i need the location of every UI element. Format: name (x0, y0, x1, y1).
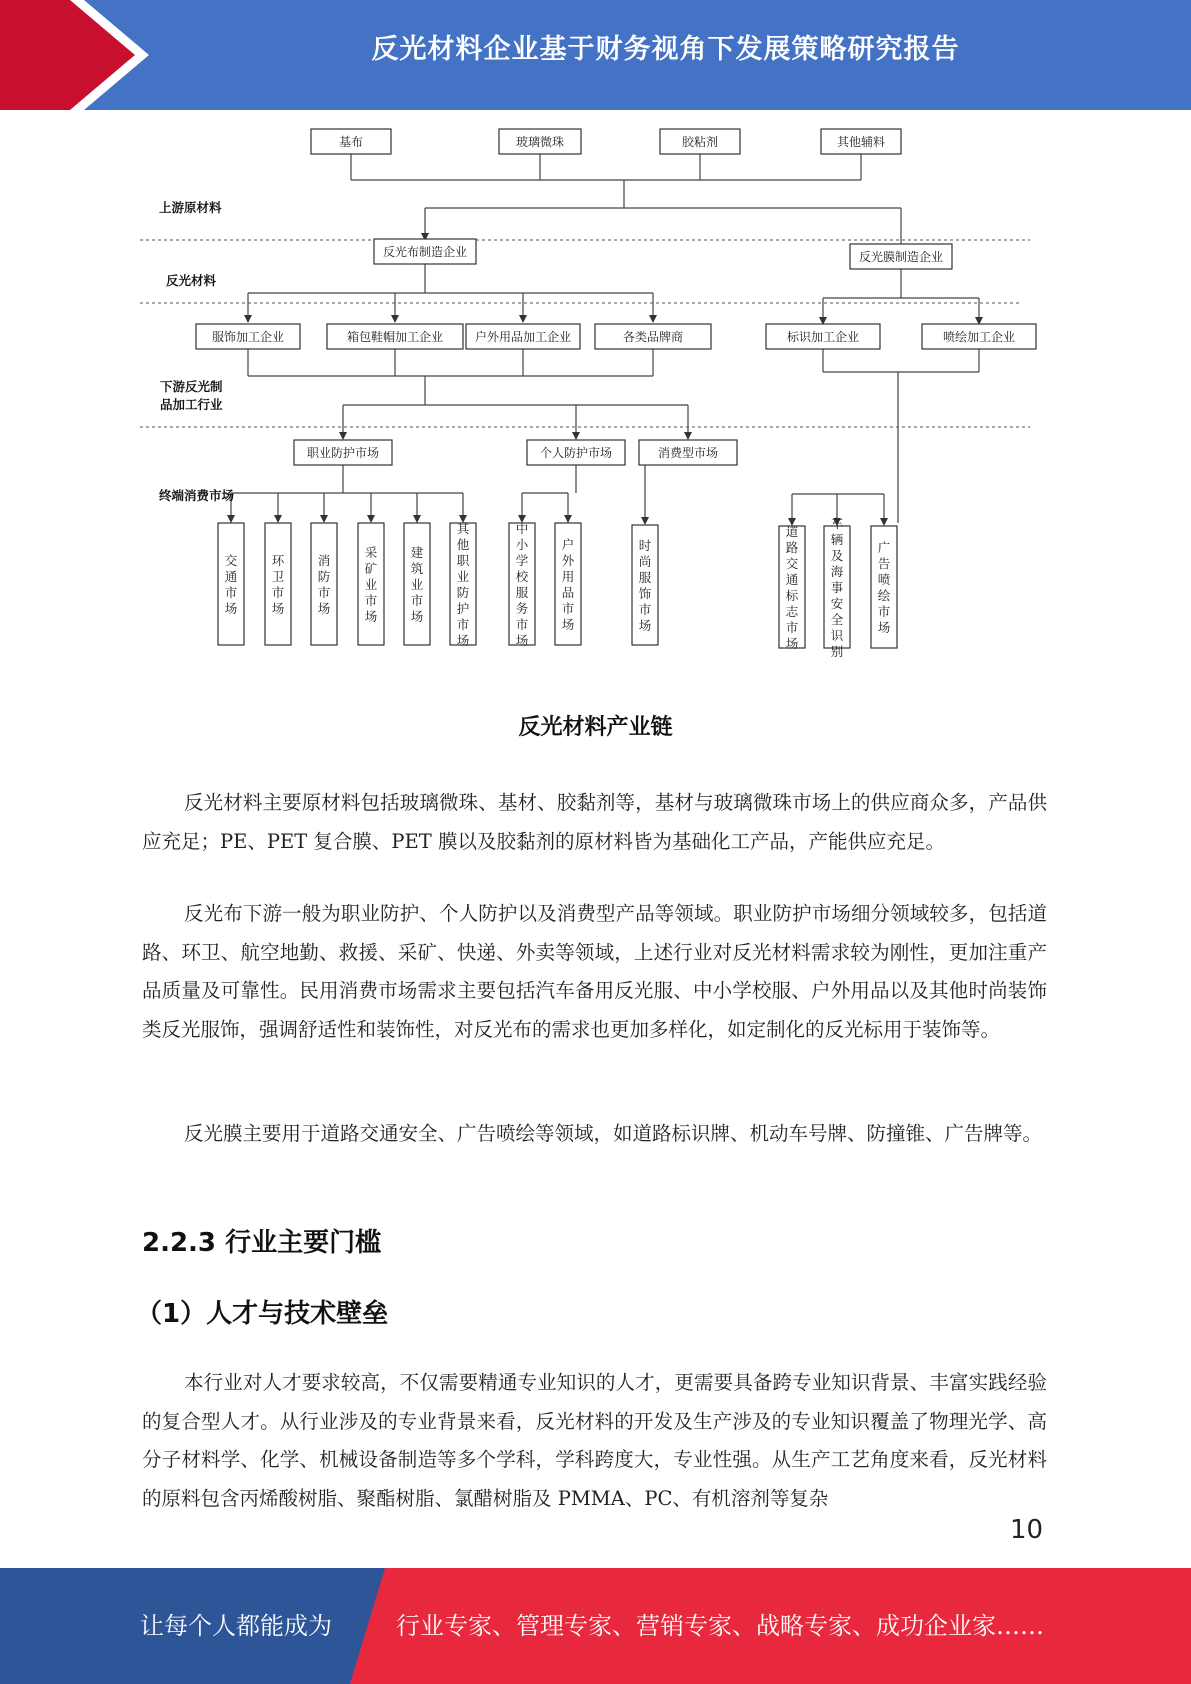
paragraph-reflective-film: 反光膜主要用于道路交通安全、广告喷绘等领域，如道路标识牌、机动车号牌、防撞锥、广告牌等。 (184, 1122, 1043, 1145)
svg-text:尚: 尚 (638, 554, 652, 569)
svg-text:职业防护市场: 职业防护市场 (306, 446, 380, 460)
footer-slogan-right: 行业专家、管理专家、营销专家、战略专家、成功企业家…… (396, 1612, 1044, 1640)
svg-text:市: 市 (317, 585, 331, 600)
svg-text:场: 场 (561, 617, 575, 632)
raw-material-box (311, 129, 391, 154)
page-header (0, 0, 1191, 110)
svg-text:市: 市 (877, 604, 891, 619)
segment-box (555, 523, 581, 645)
svg-text:安: 安 (830, 596, 844, 611)
page-number: 10 (1010, 1515, 1044, 1545)
market-box (639, 440, 737, 465)
layer-label-downstream-cont: 品加工行业 (160, 397, 223, 412)
svg-text:市: 市 (456, 617, 470, 632)
diagram-caption: 反光材料产业链 (518, 715, 673, 740)
svg-text:及: 及 (830, 548, 844, 563)
segment-box (871, 526, 897, 648)
svg-text:他: 他 (456, 537, 470, 552)
svg-text:场: 场 (224, 601, 238, 616)
svg-text:校: 校 (515, 569, 529, 584)
svg-text:胶粘剂: 胶粘剂 (681, 135, 719, 149)
market-box (527, 440, 625, 465)
layer-label-upstream: 上游原材料 (159, 200, 222, 215)
svg-text:服饰加工企业: 服饰加工企业 (211, 330, 285, 344)
processor-box (766, 324, 880, 349)
svg-text:外: 外 (561, 553, 575, 568)
svg-text:全: 全 (830, 612, 844, 627)
svg-text:标识加工企业: 标识加工企业 (786, 330, 860, 344)
svg-text:户: 户 (561, 537, 575, 552)
page-footer (0, 1568, 1191, 1684)
segment-box (632, 525, 658, 645)
processor-box (595, 324, 711, 349)
svg-text:别: 别 (830, 644, 844, 659)
svg-text:市: 市 (410, 593, 424, 608)
svg-text:场: 场 (410, 609, 424, 624)
svg-text:场: 场 (638, 618, 652, 633)
svg-text:场: 场 (456, 633, 470, 648)
svg-text:识: 识 (830, 628, 844, 643)
svg-text:车: 车 (830, 516, 844, 531)
svg-text:环: 环 (271, 553, 285, 568)
svg-text:筑: 筑 (410, 561, 424, 576)
svg-text:辆: 辆 (830, 532, 844, 547)
svg-text:路: 路 (785, 540, 799, 555)
svg-text:职: 职 (456, 553, 470, 568)
segment-box (358, 523, 384, 645)
svg-text:服: 服 (638, 570, 652, 585)
svg-text:场: 场 (515, 633, 529, 648)
footer-slogan-left: 让每个人都能成为 (140, 1612, 332, 1640)
market-box (294, 440, 392, 465)
layer-label-downstream: 下游反光制 (160, 379, 223, 394)
svg-text:场: 场 (785, 636, 799, 651)
paragraph-raw-materials: 反光材料主要原材料包括玻璃微珠、基材、胶黏剂等，基材与玻璃微珠市场上的供应商众多，产品供应充足；PE、PET 复合膜、PET 膜以及胶黏剂的原材料皆为基础化工产品，产能供应充足。 (142, 791, 1047, 853)
svg-text:场: 场 (364, 609, 378, 624)
svg-text:学: 学 (515, 553, 529, 568)
processor-box (327, 324, 463, 349)
svg-text:喷绘加工企业: 喷绘加工企业 (942, 330, 1016, 344)
svg-text:用: 用 (561, 569, 575, 584)
processor-box (196, 324, 300, 349)
svg-text:市: 市 (785, 620, 799, 635)
svg-text:业: 业 (364, 577, 378, 592)
svg-text:矿: 矿 (364, 561, 378, 576)
svg-text:玻璃微珠: 玻璃微珠 (515, 135, 565, 149)
svg-text:道: 道 (785, 524, 799, 539)
raw-material-box (821, 129, 901, 154)
header-chevron-icon (0, 0, 160, 110)
processor-box (922, 324, 1036, 349)
svg-text:户外用品加工企业: 户外用品加工企业 (474, 330, 572, 344)
svg-text:市: 市 (515, 617, 529, 632)
svg-text:基布: 基布 (338, 135, 364, 149)
svg-text:各类品牌商: 各类品牌商 (622, 330, 684, 344)
svg-text:反光膜制造企业: 反光膜制造企业 (858, 250, 944, 264)
segment-box (824, 516, 850, 659)
svg-text:广: 广 (877, 540, 891, 555)
svg-text:交: 交 (224, 553, 238, 568)
svg-text:卫: 卫 (271, 569, 285, 584)
svg-text:事: 事 (830, 580, 844, 595)
svg-text:其: 其 (456, 521, 470, 536)
svg-text:市: 市 (638, 602, 652, 617)
svg-text:时: 时 (638, 538, 652, 553)
svg-text:其他辅料: 其他辅料 (836, 135, 886, 149)
segment-box (779, 524, 805, 651)
paragraph-reflective-fabric: 反光布下游一般为职业防护、个人防护以及消费型产品等领域。职业防护市场细分领域较多，包括道路、环卫、航空地勤、救援、采矿、快递、外卖等领域，上述行业对反光材料需求较为刚性，更加注重产品质量及可靠性。民用消费市场需求主要包括汽车备用反光服、中小学校服、户外用品以及其他时尚装饰类反光服饰，强调舒适性和装饰性，对反光布的需求也更加多样化，如定制化的反光标用于装饰等。 (142, 902, 1047, 1041)
svg-text:志: 志 (785, 604, 799, 619)
segment-box (218, 523, 244, 645)
svg-text:市: 市 (364, 593, 378, 608)
report-title: 反光材料企业基于财务视角下发展策略研究报告 (371, 34, 960, 65)
raw-material-box (499, 129, 581, 154)
svg-text:标: 标 (785, 588, 799, 603)
svg-text:护: 护 (456, 601, 470, 616)
paragraph-talent-barrier: 本行业对人才要求较高，不仅需要精通专业知识的人才，更需要具备跨专业知识背景、丰富实践经验的复合型人才。从行业涉及的专业背景来看，反光材料的开发及生产涉及的专业知识覆盖了物理光学、高分子材料学、化学、机械设备制造等多个学科，学科跨度大，专业性强。从生产工艺角度来看，反光材料的原料包含丙烯酸树脂、聚酯树脂、氯醋树脂及 PMMA、PC、有机溶剂等复杂 (142, 1371, 1047, 1510)
svg-text:饰: 饰 (638, 586, 652, 601)
svg-text:小: 小 (515, 537, 529, 552)
svg-text:个人防护市场: 个人防护市场 (539, 446, 613, 460)
svg-text:市: 市 (271, 585, 285, 600)
svg-text:通: 通 (224, 569, 238, 584)
segment-box (311, 523, 337, 645)
segment-box (404, 523, 430, 645)
svg-text:通: 通 (785, 572, 799, 587)
svg-text:场: 场 (317, 601, 331, 616)
industry-chain-diagram (140, 128, 1040, 698)
layer-label-reflective-material: 反光材料 (166, 273, 217, 288)
svg-text:消费型市场: 消费型市场 (657, 446, 719, 460)
raw-material-box (660, 129, 740, 154)
svg-text:告: 告 (877, 556, 891, 571)
svg-text:喷: 喷 (877, 572, 891, 587)
svg-text:中: 中 (515, 521, 529, 536)
svg-text:消: 消 (317, 553, 331, 568)
svg-text:服: 服 (515, 585, 529, 600)
layer-label-terminal-market: 终端消费市场 (159, 488, 235, 503)
svg-text:绘: 绘 (877, 588, 891, 603)
subsection-heading: （1）人才与技术壁垒 (136, 1299, 389, 1329)
manufacturer-box (850, 244, 952, 269)
svg-text:业: 业 (456, 569, 470, 584)
svg-text:市: 市 (224, 585, 238, 600)
svg-text:采: 采 (364, 545, 378, 560)
section-heading: 2.2.3 行业主要门槛 (142, 1228, 382, 1258)
svg-text:海: 海 (830, 564, 844, 579)
processor-box (466, 324, 580, 349)
svg-text:反光布制造企业: 反光布制造企业 (382, 245, 468, 259)
svg-text:场: 场 (271, 601, 285, 616)
svg-text:业: 业 (410, 577, 424, 592)
segment-box (265, 523, 291, 645)
svg-text:交: 交 (785, 556, 799, 571)
segment-box (509, 521, 535, 648)
svg-text:防: 防 (317, 569, 331, 584)
svg-text:市: 市 (561, 601, 575, 616)
svg-text:品: 品 (561, 585, 575, 600)
svg-text:防: 防 (456, 585, 470, 600)
svg-text:务: 务 (515, 601, 529, 616)
svg-text:建: 建 (410, 545, 424, 560)
svg-text:箱包鞋帽加工企业: 箱包鞋帽加工企业 (346, 330, 444, 344)
svg-text:场: 场 (877, 620, 891, 635)
segment-box (450, 521, 476, 648)
manufacturer-box (374, 239, 476, 264)
